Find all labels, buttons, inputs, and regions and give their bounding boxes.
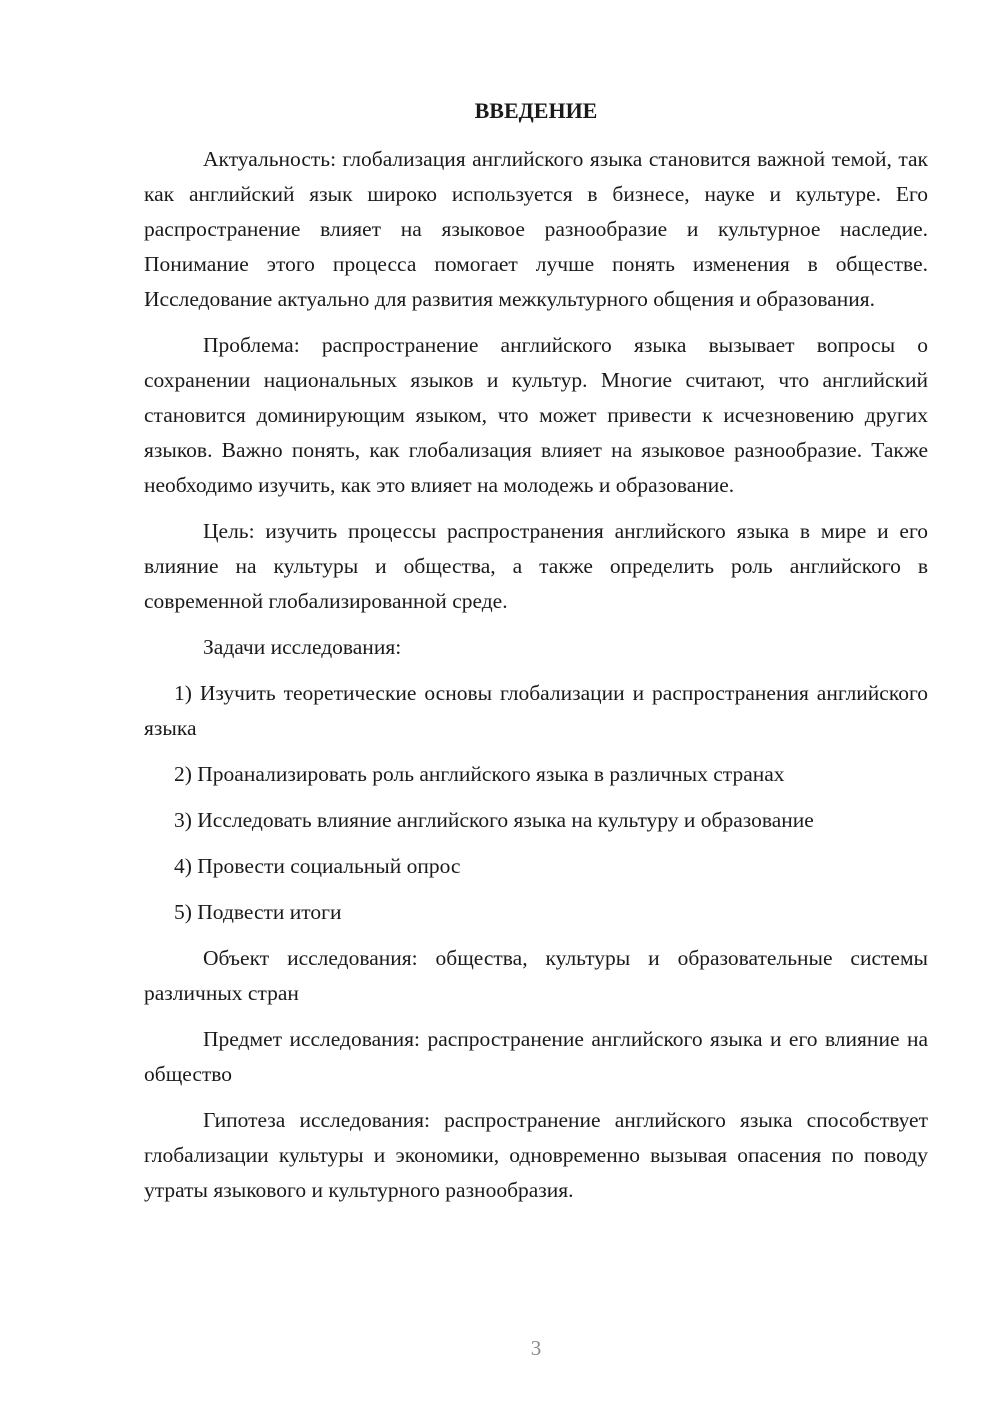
paragraph-goal: Цель: изучить процессы распространения английского языка в мире и его влияние на культуры и общества, а также определить роль английского в современной глобализированной среде. bbox=[144, 519, 928, 613]
paragraph-hypothesis: Гипотеза исследования: распространение английского языка способствует глобализации культуры и экономики, одновременно вызывая опасения по поводу утраты языкового и культурного разнообразия. bbox=[144, 1108, 928, 1202]
paragraph-problem: Проблема: распространение английского языка вызывает вопросы о сохранении национальных языков и культур. Многие считают, что английский становится доминирующим языком, что может привести к исчезновению других языков. Важно понять, как глобализация влияет на языковое разнообразие. Также необходимо изучить, как это влияет на молодежь и образование. bbox=[144, 333, 928, 497]
document-body bbox=[144, 142, 928, 1219]
list-item: 2) Проанализировать роль английского языка в различных странах bbox=[174, 762, 785, 786]
page-title: ВВЕДЕНИЕ bbox=[474, 98, 598, 123]
paragraph-tasks-heading: Задачи исследования: bbox=[203, 635, 402, 659]
list-item: 4) Провести социальный опрос bbox=[174, 854, 461, 878]
list-item: 1) Изучить теоретические основы глобализации и распространения английского языка bbox=[144, 681, 928, 740]
list-item: 3) Исследовать влияние английского языка на культуру и образование bbox=[174, 808, 814, 832]
paragraph-object: Объект исследования: общества, культуры и образовательные системы различных стран bbox=[144, 946, 928, 1005]
paragraph-subject: Предмет исследования: распространение английского языка и его влияние на общество bbox=[144, 1027, 928, 1086]
page-number: 3 bbox=[530, 1336, 542, 1360]
paragraph-relevance: Актуальность: глобализация английского языка становится важной темой, так как английский язык широко используется в бизнесе, науке и культуре. Его распространение влияет на языковое разнообразие и культурное наследие. Понимание этого процесса помогает лучше понять изменения в обществе. Исследование актуально для развития межкультурного общения и образования. bbox=[144, 147, 928, 311]
list-item: 5) Подвести итоги bbox=[174, 900, 342, 924]
